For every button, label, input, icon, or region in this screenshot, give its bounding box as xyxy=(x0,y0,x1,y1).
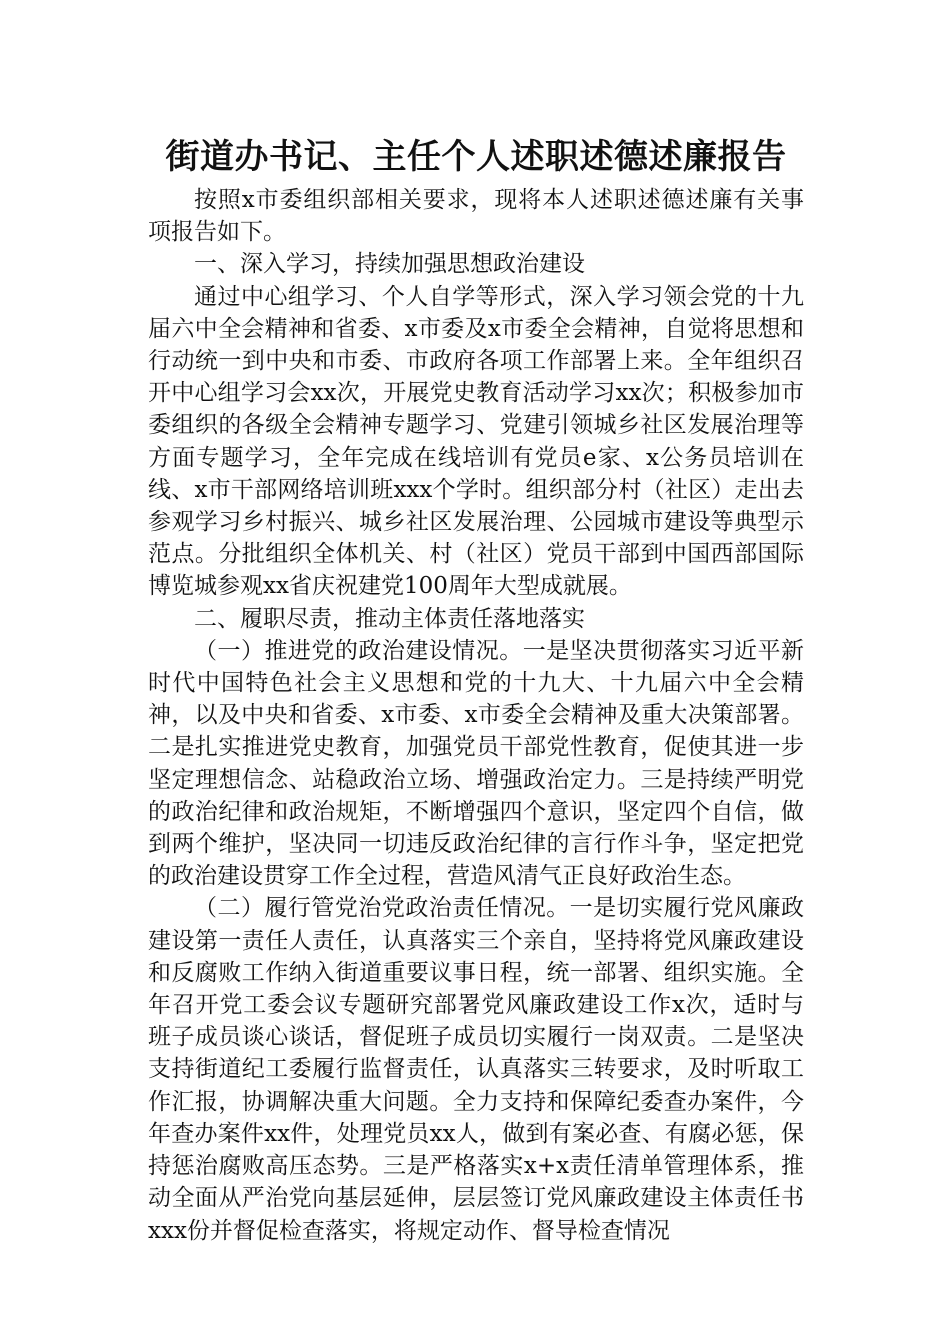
paragraph-intro: 按照x市委组织部相关要求，现将本人述职述德述廉有关事项报告如下。 xyxy=(148,187,804,246)
section-heading-2: 二、履职尽责，推动主体责任落地落实 xyxy=(194,605,585,632)
section-heading-1: 一、深入学习，持续加强思想政治建设 xyxy=(194,251,585,278)
paragraph-party-governance: （二）履行管党治党政治责任情况。一是切实履行党风廉政建设第一责任人责任，认真落实三个亲自，坚持将党风廉政建设和反腐败工作纳入街道重要议事日程，统一部署、组织实施。全年召开党工委会议专题研究部署党风廉政建设工作x次，适时与班子成员谈心谈话，督促班子成员切实履行一岗双责。二是坚决支持街道纪工委履行监督责任，认真落实三转要求，及时听取工作汇报，协调解决重大问题。全力支持和保障纪委查办案件，今年查办案件xx件，处理党员xx人，做到有案必查、有腐必惩，保持惩治腐败高压态势。三是严格落实x+x责任清单管理体系，推动全面从严治党向基层延伸，层层签订党风廉政建设主体责任书xxx份并督促检查落实，将规定动作、督导检查情况 xyxy=(148,895,804,1244)
paragraph-study: 通过中心组学习、个人自学等形式，深入学习领会党的十九届六中全会精神和省委、x市委及x市委全会精神，自觉将思想和行动统一到中央和市委、市政府各项工作部署上来。全年组织召开中心组学习会xx次，开展党史教育活动学习xx次；积极参加市委组织的各级全会精神专题学习、党建引领城乡社区发展治理等方面专题学习，全年完成在线培训有党员e家、x公务员培训在线、x市干部网络培训班xxx个学时。组织部分村（社区）走出去参观学习乡村振兴、城乡社区发展治理、公园城市建设等典型示范点。分批组织全体机关、村（社区）党员干部到中国西部国际博览城参观xx省庆祝建党100周年大型成就展。 xyxy=(148,283,804,600)
document-title: 街道办书记、主任个人述职述德述廉报告 xyxy=(165,137,787,177)
paragraph-political-building: （一）推进党的政治建设情况。一是坚决贯彻落实习近平新时代中国特色社会主义思想和党的十九大、十九届六中全会精神，以及中央和省委、x市委、x市委全会精神及重大决策部署。二是扎实推进党史教育，加强党员干部党性教育，促使其进一步坚定理想信念、站稳政治立场、增强政治定力。三是持续严明党的政治纪律和政治规矩，不断增强四个意识，坚定四个自信，做到两个维护，坚决同一切违反政治纪律的言行作斗争，坚定把党的政治建设贯穿工作全过程，营造风清气正良好政治生态。 xyxy=(148,637,804,890)
document-page xyxy=(148,132,804,1247)
